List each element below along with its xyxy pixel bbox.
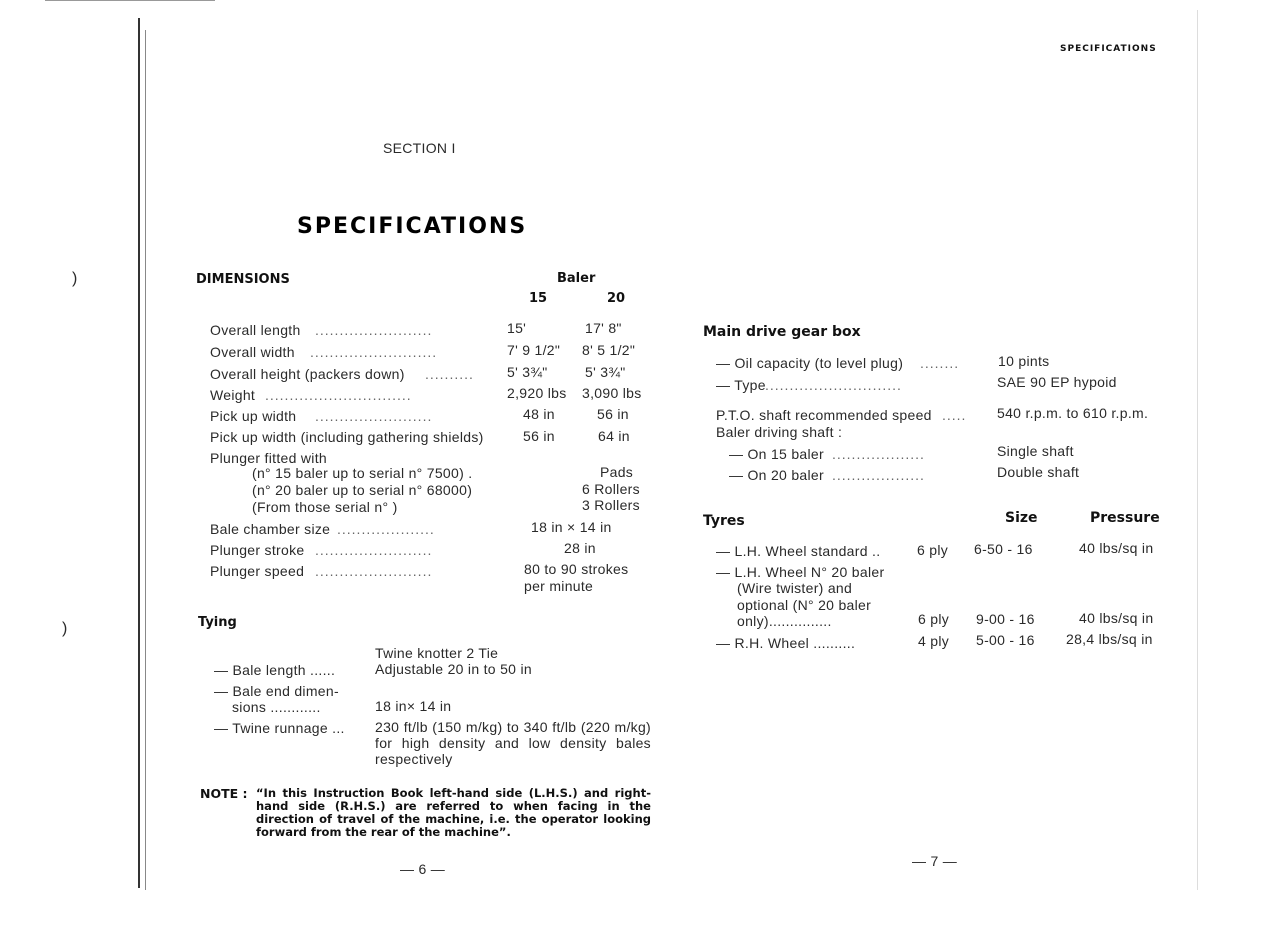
plunger-row-label: (n° 20 baler up to serial n° 68000) (252, 482, 473, 498)
row-label: Weight (210, 387, 256, 403)
row-value: 80 to 90 strokes (524, 561, 629, 577)
row-label: Overall height (packers down) (210, 366, 405, 382)
tyres-size-label: Size (1005, 510, 1038, 526)
binding-edge-line-2 (145, 30, 146, 890)
row-value-20: 3,090 lbs (582, 385, 642, 401)
row-dots: ........................ (315, 322, 433, 338)
note-label: NOTE : (200, 786, 248, 801)
gearbox-row-value: 10 pints (998, 353, 1050, 369)
twine-runnage-label: — Twine runnage ... (214, 720, 345, 736)
col-15-label: 15 (529, 291, 548, 306)
tyre-row-label: only)............... (737, 613, 832, 629)
tyre-row-size: 9-00 - 16 (976, 611, 1035, 627)
margin-paren-1: ) (72, 270, 78, 287)
row-label: Pick up width (including gathering shields) (210, 429, 484, 445)
page-number-left: — 6 — (400, 861, 446, 877)
dimensions-heading: DIMENSIONS (196, 272, 290, 287)
tyre-row-ply: 4 ply (918, 633, 950, 649)
tyres-heading: Tyres (703, 513, 745, 529)
bale-end-label: — Bale end dimen- (214, 683, 339, 699)
gearbox-row-dots: ........ (920, 355, 960, 371)
twine-knotter: Twine knotter 2 Tie (375, 645, 499, 661)
running-head: SPECIFICATIONS (1060, 44, 1157, 54)
row-label: Bale chamber size (210, 521, 331, 537)
row-value-20: 17' 8" (585, 320, 622, 336)
gearbox-row-label: — Type (716, 377, 766, 393)
row-value-15: 15' (507, 320, 527, 336)
row-label: Plunger stroke (210, 542, 305, 558)
driving-shaft-label: Baler driving shaft : (716, 424, 843, 440)
twine-runnage-value: 230 ft/lb (150 m/kg) to 340 ft/lb (220 m/kg) for high density and low density bales respectively (375, 719, 651, 767)
shaft-row-label: — On 20 baler (729, 467, 824, 483)
shaft-row-value: Single shaft (997, 443, 1074, 459)
row-value-15: 48 in (523, 406, 555, 422)
row-label: Plunger speed (210, 563, 305, 579)
plunger-fitted-label: Plunger fitted with (210, 450, 327, 466)
shaft-row-value: Double shaft (997, 464, 1080, 480)
row-value-15: 5' 3¾" (507, 364, 548, 380)
note-text: “In this Instruction Book left-hand side (L.H.S.) and right-hand side (R.H.S.) are referred to when facing in the direction of travel of the machine, i.e. the operator looking forward from the rear of the machine”. (256, 786, 651, 839)
bale-end-value: 18 in× 14 in (375, 698, 452, 714)
bale-length-label: — Bale length ...... (214, 662, 336, 678)
tying-heading: Tying (198, 615, 237, 630)
gearbox-row-value: SAE 90 EP hypoid (997, 374, 1117, 390)
plunger-row-label: (From those serial n° ) (252, 499, 398, 515)
margin-paren-2: ) (62, 620, 68, 637)
shaft-row-dots: ................... (832, 446, 925, 462)
row-value: 28 in (564, 540, 596, 556)
tyre-row-label: — R.H. Wheel .......... (716, 635, 856, 651)
row-dots: .............................. (265, 387, 412, 403)
tyres-pressure-label: Pressure (1090, 510, 1160, 526)
row-value: 18 in × 14 in (531, 519, 612, 535)
row-label: Overall width (210, 344, 295, 360)
tyre-row-size: 5-00 - 16 (976, 632, 1035, 648)
binding-edge-line (138, 18, 140, 888)
gearbox-heading: Main drive gear box (703, 324, 861, 340)
plunger-row-label: (n° 15 baler up to serial n° 7500) . (252, 465, 473, 481)
row-dots: ........................ (315, 408, 433, 424)
gearbox-row-label: — Oil capacity (to level plug) (716, 355, 904, 371)
shaft-row-label: — On 15 baler (729, 446, 824, 462)
top-edge-line (45, 0, 215, 1)
page-title: SPECIFICATIONS (297, 214, 528, 239)
row-value-15: 2,920 lbs (507, 385, 567, 401)
gearbox-row-label: P.T.O. shaft recommended speed (716, 407, 932, 423)
row-label: Pick up width (210, 408, 297, 424)
row-dots: .......... (425, 366, 474, 382)
plunger-row-value: 6 Rollers (582, 481, 640, 497)
bale-length-value: Adjustable 20 in to 50 in (375, 661, 532, 677)
tyre-optional-line2: (Wire twister) and (737, 580, 853, 596)
row-value-line2: per minute (524, 578, 594, 594)
tyre-optional-line3: optional (N° 20 baler (737, 597, 872, 613)
tyre-row-pressure: 40 lbs/sq in (1079, 610, 1154, 626)
tyre-row-size: 6-50 - 16 (974, 541, 1033, 557)
row-dots: .................... (337, 521, 435, 537)
tyre-optional-line1: — L.H. Wheel N° 20 baler (716, 564, 885, 580)
row-label: Overall length (210, 322, 301, 338)
row-value-20: 8' 5 1/2" (582, 342, 636, 358)
gearbox-row-dots: ............................ (765, 377, 902, 393)
col-20-label: 20 (607, 291, 626, 306)
tyre-row-pressure: 28,4 lbs/sq in (1066, 631, 1153, 647)
row-dots: ........................ (315, 542, 433, 558)
plunger-row-value: Pads (600, 464, 634, 480)
bale-end-label-2: sions ............ (232, 699, 321, 715)
right-edge-line (1197, 10, 1198, 890)
row-value-15: 56 in (523, 428, 555, 444)
row-dots: ........................ (315, 563, 433, 579)
gearbox-row-dots: ..... (942, 407, 967, 423)
shaft-row-dots: ................... (832, 467, 925, 483)
tyre-row-label: — L.H. Wheel standard .. (716, 543, 881, 559)
tyre-row-ply: 6 ply (917, 542, 949, 558)
row-value-20: 56 in (597, 406, 629, 422)
row-value-15: 7' 9 1/2" (507, 342, 561, 358)
page-number-right: — 7 — (912, 853, 958, 869)
plunger-row-value: 3 Rollers (582, 497, 640, 513)
baler-label: Baler (557, 271, 596, 286)
tyre-row-ply: 6 ply (918, 611, 950, 627)
tyre-row-pressure: 40 lbs/sq in (1079, 540, 1154, 556)
row-value-20: 64 in (598, 428, 630, 444)
row-value-20: 5' 3¾" (585, 364, 626, 380)
gearbox-row-value: 540 r.p.m. to 610 r.p.m. (997, 405, 1149, 421)
row-dots: .......................... (310, 344, 438, 360)
section-label: SECTION I (383, 140, 456, 156)
